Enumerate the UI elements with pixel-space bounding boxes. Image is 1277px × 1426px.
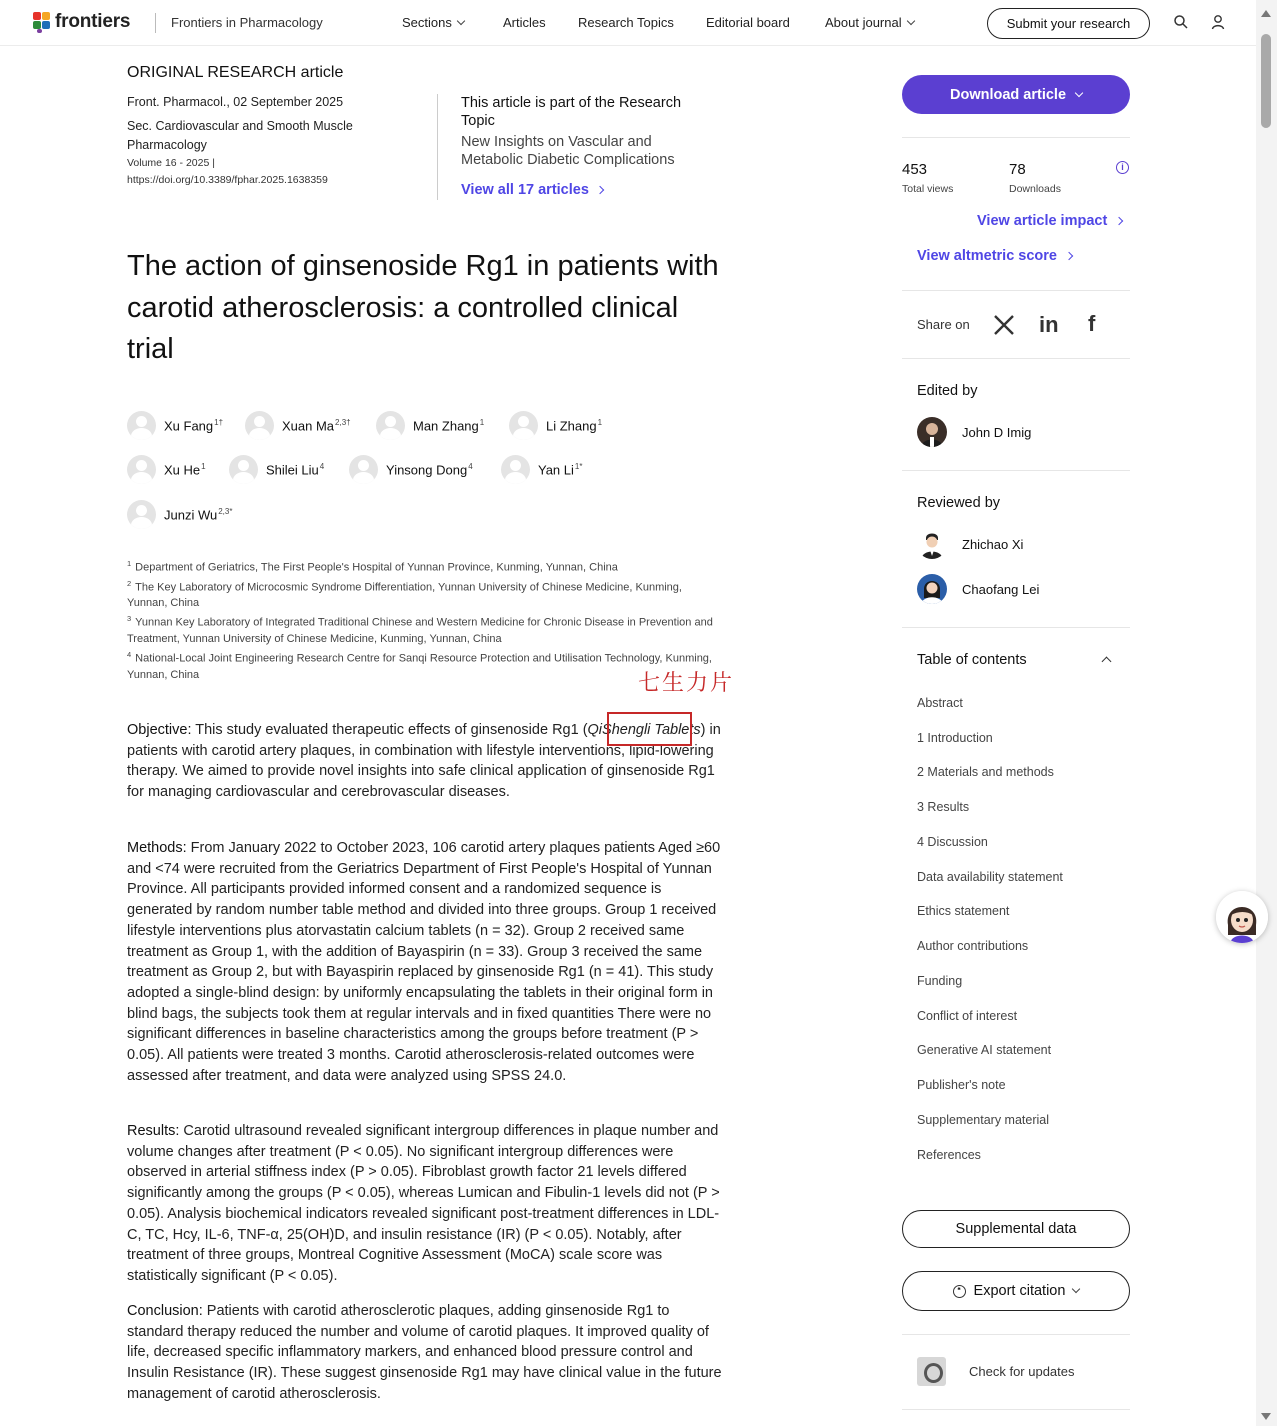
research-topic-divider <box>437 94 438 200</box>
abstract-conclusion: Conclusion: Patients with carotid atherosclerotic plaques, adding ginsenoside Rg1 to standard therapy reduced the number and volume of carotid plaques. It improved quality of life, decreased specific inflammatory markers, and enhanced blood pressure control and Insulin Resistance (IR). These suggest ginsenoside Rg1 may have clinical value in the future management of carotid atherosclerosis. <box>127 1303 722 1402</box>
sidebar-divider <box>902 470 1130 471</box>
download-label: Download article <box>949 86 1067 103</box>
brand-name: frontiers <box>55 11 131 32</box>
avatar-placeholder-icon <box>501 455 530 484</box>
download-article-button[interactable] <box>902 75 1130 114</box>
editor-photo <box>917 417 947 447</box>
research-topic-label: This article is part of the Research Topic <box>461 95 682 129</box>
results-label: Results: <box>127 1123 180 1139</box>
drug-name-italic: QiShengli Tablets <box>587 722 701 738</box>
sidebar-divider <box>902 290 1130 291</box>
objective-label: Objective: <box>127 722 192 738</box>
downloads-label: Downloads <box>1009 183 1061 195</box>
reviewer-photo <box>917 574 947 604</box>
author-sup: 1 <box>201 461 206 471</box>
sidebar-divider <box>902 1409 1130 1410</box>
author-link[interactable] <box>349 455 473 484</box>
toc-item-publishers-note[interactable]: Publisher's note <box>917 1078 1006 1092</box>
affiliation-item: $^2$ The Key Laboratory of Microcosmic Syndrome Differentiation, Yunnan University of Chinese Medicine, Kunming, Yunnan, China <box>127 578 682 610</box>
total-views-label: Total views <box>902 183 954 195</box>
abstract-objective: Objective: This study evaluated therapeutic effects of ginsenoside Rg1 (QiShengli Tablets) in patients with carotid artery plaques, in combination with lifestyle interventions, lipid-lowering therapy. We aimed to provide novel insights into safe clinical application of ginsenoside Rg1 for managing cardiovascular and cerebrovascular diseases. <box>127 722 721 801</box>
editor-name: John D Imig <box>962 424 1032 440</box>
toc-item-author-contributions[interactable]: Author contributions <box>917 939 1029 953</box>
author-sup: 1† <box>214 417 224 427</box>
toc-item-funding[interactable]: Funding <box>917 974 963 988</box>
volume-info: Volume 16 - 2025 | <box>127 157 215 169</box>
nav-label: Editorial board <box>706 15 790 30</box>
share-label: Share on <box>917 317 970 332</box>
export-citation-label: Export citation <box>973 1283 1066 1299</box>
author-name: Xu Fang <box>164 418 214 434</box>
scroll-up-arrow-icon[interactable] <box>1261 10 1271 17</box>
nav-sections[interactable] <box>402 15 464 30</box>
avatar-placeholder-icon <box>229 455 258 484</box>
affiliation-item: $^3$ Yunnan Key Laboratory of Integrated Traditional Chinese and Western Medicine for Chronic Disease in Prevention and Treatment, Yunnan University of Chinese Medicine, Kunming, Yunnan, China <box>127 614 713 645</box>
author-name: Man Zhang <box>413 418 479 434</box>
author-name: Yinsong Dong <box>386 462 468 478</box>
toc-item-supplementary[interactable]: Supplementary material <box>917 1113 1050 1127</box>
author-sup: 2,3* <box>218 506 233 516</box>
abstract-results: Results: Carotid ultrasound revealed significant intergroup differences in plaque number and volume changes after treatment (P < 0.05). No significant intergroup differences were observed in arterial stiffness index (P > 0.05). Fibroblast growth factor 21 levels differed significantly among the groups (P < 0.05), whereas Lumican and Fibulin-1 levels did not (P > 0.05). Analysis biochemical indicators revealed significant post-treatment differences in LDL-C, TC, Hcy, IL-6, TNF-α, 25(OH)D, and insulin resistance (IR) (P < 0.05). Notably, after treatment of three groups, Montreal Cognitive Assessment (MoCA) scale score was statistically significant (P < 0.05). <box>127 1123 720 1284</box>
author-link[interactable] <box>127 500 232 529</box>
quote-icon: ❝ <box>953 1285 966 1298</box>
affiliation-item: $^1$ Department of Geriatrics, The First People's Hospital of Yunnan Province, Kunming, Yunnan, China <box>127 559 618 574</box>
author-name: Xuan Ma <box>282 418 335 434</box>
author-name: Li Zhang <box>546 418 597 434</box>
nav-about-journal[interactable] <box>825 15 914 30</box>
author-link[interactable] <box>245 411 351 440</box>
chinese-annotation-label: 七生力片 <box>638 671 735 696</box>
author-name: Junzi Wu <box>164 507 218 523</box>
search-icon[interactable] <box>1173 14 1189 30</box>
altmetric-label: View altmetric score <box>917 248 1057 264</box>
reviewer-link[interactable] <box>917 529 1023 559</box>
toc-item-materials-methods[interactable]: 2 Materials and methods <box>917 765 1054 779</box>
view-altmetric-link[interactable] <box>917 248 1072 264</box>
toc-item-data-availability[interactable]: Data availability statement <box>917 870 1063 884</box>
author-sup: 2,3† <box>335 417 351 427</box>
view-all-articles-label: View all 17 articles <box>461 182 589 198</box>
nav-editorial-board[interactable] <box>706 15 790 30</box>
chevron-right-icon <box>1065 252 1073 260</box>
toc-item-introduction[interactable]: 1 Introduction <box>917 731 993 745</box>
nav-articles[interactable] <box>503 15 546 30</box>
toc-item-ethics[interactable]: Ethics statement <box>917 904 1010 918</box>
chevron-down-icon <box>1072 1285 1080 1293</box>
total-views-count: 453 <box>902 161 928 178</box>
downloads-count: 78 <box>1009 161 1026 178</box>
avatar-placeholder-icon <box>127 411 156 440</box>
chevron-right-icon <box>596 186 604 194</box>
crossmark-icon[interactable] <box>917 1357 946 1386</box>
scroll-thumb[interactable] <box>1261 34 1271 128</box>
user-account-icon[interactable] <box>1210 14 1226 30</box>
chevron-right-icon <box>1115 217 1123 225</box>
author-sup: 1 <box>479 417 485 427</box>
author-sup: 4 <box>468 461 473 471</box>
facebook-icon[interactable]: f <box>1088 311 1096 336</box>
author-link[interactable] <box>229 455 324 484</box>
check-for-updates-link[interactable]: Check for updates <box>969 1364 1075 1379</box>
author-link[interactable] <box>509 411 602 440</box>
scroll-down-arrow-icon[interactable] <box>1261 1413 1271 1420</box>
section-link[interactable]: Sec. Cardiovascular and Smooth Muscle Pharmacology <box>127 119 353 152</box>
affiliation-item: $^4$ National-Local Joint Engineering Research Centre for Sanqi Resource Protection and Utilisation Technology, Kunming, Yunnan, China <box>127 649 712 681</box>
chat-assistant-avatar-icon[interactable] <box>1216 891 1268 943</box>
avatar-placeholder-icon <box>349 455 378 484</box>
frontiers-logo-icon <box>33 12 50 33</box>
nav-label: Research Topics <box>578 15 674 30</box>
conclusion-label: Conclusion: <box>127 1303 203 1319</box>
nav-label: Articles <box>503 15 546 30</box>
editor-link[interactable] <box>917 417 1031 447</box>
toc-heading[interactable]: Table of contents <box>917 652 1027 668</box>
nav-label: About journal <box>825 15 902 30</box>
author-link[interactable] <box>501 455 582 484</box>
author-name: Shilei Liu <box>266 462 319 478</box>
journal-name-link[interactable]: Frontiers in Pharmacology <box>171 15 323 30</box>
red-annotation-box <box>607 712 692 746</box>
author-link[interactable] <box>376 411 484 440</box>
journal-date: Front. Pharmacol., 02 September 2025 <box>127 95 344 109</box>
methods-label: Methods: <box>127 840 187 856</box>
author-sup: 1* <box>574 461 583 471</box>
edited-by-heading: Edited by <box>917 383 978 399</box>
frontiers-logo[interactable] <box>33 11 130 33</box>
reviewer-link[interactable] <box>917 574 1039 604</box>
research-topic-name[interactable]: New Insights on Vascular and Metabolic Diabetic Complications <box>461 134 675 168</box>
author-name: Yan Li <box>538 462 574 478</box>
toc-item-discussion[interactable]: 4 Discussion <box>917 835 988 849</box>
chevron-up-icon[interactable] <box>1102 657 1112 667</box>
avatar-placeholder-icon <box>245 411 274 440</box>
header-divider <box>155 13 156 33</box>
export-citation-button[interactable] <box>902 1271 1130 1311</box>
reviewed-by-heading: Reviewed by <box>917 495 1001 511</box>
x-twitter-icon[interactable] <box>993 314 1015 336</box>
author-link[interactable] <box>127 411 223 440</box>
toc-item-abstract[interactable]: Abstract <box>917 696 963 710</box>
nav-research-topics[interactable] <box>578 15 674 30</box>
chevron-down-icon <box>1075 89 1083 97</box>
info-icon[interactable]: i <box>1116 161 1129 174</box>
nav-label: Sections <box>402 15 452 30</box>
sidebar-divider <box>902 137 1130 138</box>
affiliations <box>127 556 717 683</box>
avatar-placeholder-icon <box>376 411 405 440</box>
author-sup: 4 <box>319 461 325 471</box>
submit-research-button[interactable]: Submit your research <box>987 8 1150 39</box>
toc-item-conflict-of-interest[interactable]: Conflict of interest <box>917 1009 1018 1023</box>
article-title: The action of ginsenoside Rg1 in patients with carotid atherosclerosis: a controlled clinical trial <box>127 250 719 365</box>
sidebar-divider <box>902 1334 1130 1335</box>
avatar-placeholder-icon <box>509 411 538 440</box>
sidebar-divider <box>902 358 1130 359</box>
impact-label: View article impact <box>977 213 1108 229</box>
view-article-impact-link[interactable] <box>977 213 1122 229</box>
linkedin-icon[interactable]: in <box>1039 312 1059 337</box>
author-link[interactable] <box>127 455 206 484</box>
author-name: Xu He <box>164 462 201 478</box>
abstract-methods: Methods: From January 2022 to October 2023, 106 carotid artery plaques patients Aged ≥60 and <74 were recruited from the Geriatrics Department of First People's Hospital of Yunnan Province. All participants provided informed consent and a randomized sequence is generated by random number table method and divided into three groups. Group 1 received lifestyle interventions plus atorvastatin calcium tablets (n = 32). Group 2 received same treatment as Group 1, with the addition of Bayaspirin (n = 33). Group 3 received the same treatment as Group 2, but with Bayaspirin replaced by ginsenoside Rg1 (n = 41). This study adopted a single-blind design: by uniformly encapsulating the tablets in their original form in blind bags, the subjects took them at regular intervals and in fixed quantities There were no significant differences in baseline characteristics among the groups before treatment (P > 0.05). All patients were treated 3 months. Carotid atherosclerosis-related outcomes were assessed after treatment, and data were analyzed using SPSS 24.0. <box>127 840 721 1084</box>
article-type: ORIGINAL RESEARCH article <box>127 64 344 81</box>
doi-link[interactable]: https://doi.org/10.3389/fphar.2025.1638359 <box>127 174 328 186</box>
page-scrollbar[interactable] <box>1256 0 1277 1426</box>
reviewer-name: Zhichao Xi <box>962 536 1024 552</box>
toc-item-references[interactable]: References <box>917 1148 981 1162</box>
avatar-placeholder-icon <box>127 455 156 484</box>
reviewer-photo <box>917 529 947 559</box>
chevron-down-icon <box>906 16 914 24</box>
view-all-articles-link[interactable] <box>461 182 603 198</box>
toc-item-generative-ai[interactable]: Generative AI statement <box>917 1043 1052 1057</box>
reviewer-name: Chaofang Lei <box>962 581 1040 597</box>
toc-item-results[interactable]: 3 Results <box>917 800 970 814</box>
chevron-down-icon <box>457 16 465 24</box>
supplemental-data-button[interactable]: Supplemental data <box>902 1210 1130 1248</box>
avatar-placeholder-icon <box>127 500 156 529</box>
top-navigation-bar <box>0 0 1256 46</box>
sidebar-divider <box>902 627 1130 628</box>
author-sup: 1 <box>597 417 603 427</box>
